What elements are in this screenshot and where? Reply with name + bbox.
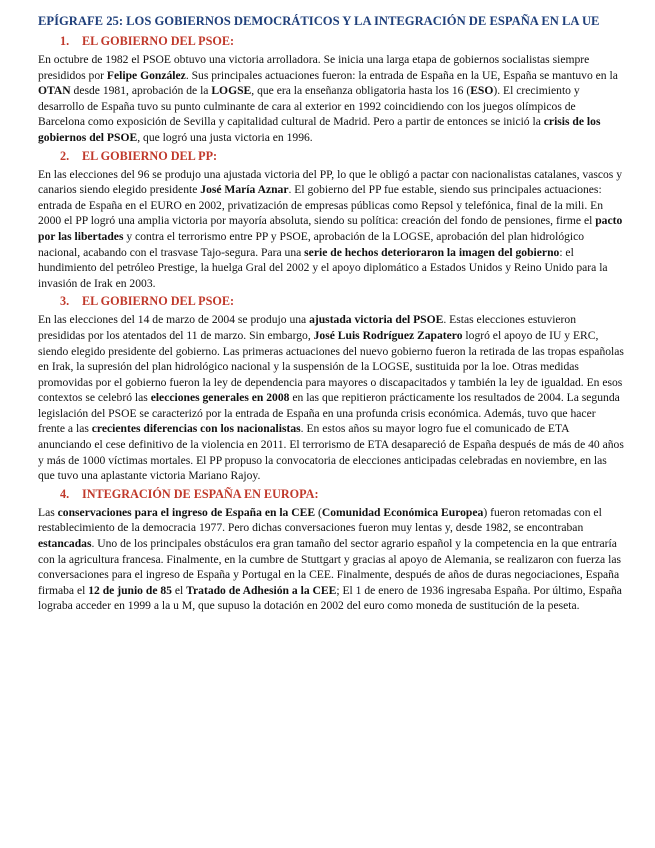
- section-number: 3.: [60, 294, 70, 309]
- emphasis-text: ajustada victoria del PSOE: [309, 313, 444, 327]
- section-1: [38, 33, 625, 146]
- section-paragraph: [38, 312, 625, 484]
- section-4: [38, 486, 625, 614]
- emphasis-text: serie de hechos deterioraron la imagen del gobierno: [304, 245, 560, 259]
- section-heading-text: EL GOBIERNO DEL PSOE:: [82, 294, 235, 309]
- emphasis-text: José María Aznar: [200, 183, 289, 197]
- section-paragraph: [38, 52, 625, 146]
- body-text: en las que repitieron prácticamente los resultados de 2004. La segunda legislación del PSOE se caracterizó por la entrada de España en una profunda crisis económica. Además, tuvo que hacer frente a las: [38, 391, 620, 436]
- section-number: 1.: [60, 34, 70, 48]
- emphasis-text: elecciones generales en 2008: [150, 391, 290, 405]
- body-text: . El gobierno del PP fue estable, siendo sus principales actuaciones: entrada de España en el EURO en 2002, privatización de empresas públicas como Repsol y telefónica, final de la mili. En 2000 el PP logró una amplia victoria por mayoría absoluta, siendo su política: creación del fondo de pensiones, firme el: [38, 183, 604, 228]
- section-heading: [60, 293, 625, 309]
- body-text: . Estas elecciones estuvieron presididas por los atentados del 11 de marzo. Sin embargo,: [38, 313, 577, 342]
- body-text: desde 1981, aprobación de la: [70, 84, 212, 98]
- body-text: logró el apoyo de IU y ERC, siendo elegido presidente del gobierno. Las primeras actuaciones del nuevo gobierno fueron la retirada de las tropas españolas en Irak, la supresión del plan hidrológico nacional y la suspensión de la LOGSE, sustituida por la loe. Otras medidas promovidas por el gobierno fueron la ley de dependencia para mayores o discapacitados y también la ley de igualdad. En esos contextos se celebró las: [38, 328, 624, 405]
- document-title: EPÍGRAFE 25: LOS GOBIERNOS DEMOCRÁTICOS Y LA INTEGRACIÓN DE ESPAÑA EN LA UE: [38, 14, 600, 28]
- emphasis-text: Tratado de Adhesión a la CEE: [186, 583, 337, 597]
- body-text: . Uno de los principales obstáculos era gran tamaño del sector agrario español y la competencia en la que entraría con la agricultura francesa. Finalmente, en la cumbre de Stuttgart y gracias al apoyo de Alemania, se realizaron con fuerza las conversaciones para el ingreso de España y Portugal en la CEE. Finalmente, después de años de duras negociaciones, España firmaba el: [38, 537, 621, 597]
- body-text: ). El crecimiento y desarrollo de España tuvo su punto culminante de cara al exterior en 1992 coincidiendo con los juegos olímpicos de Barcelona como exposición de Sevilla y capitalidad cultural de Madrid. Pero a partir de entonces se inició la: [38, 84, 580, 129]
- body-text: ; El 1 de enero de 1936 ingresaba España. Por último, España lograba acceder en 1999 a la u M, que supuso la dotación en 2002 del euro como moneda de sustitución de la peseta.: [38, 583, 622, 613]
- emphasis-text: conservaciones para el ingreso de España en la CEE: [57, 505, 316, 519]
- emphasis-text: Felipe González: [106, 68, 186, 82]
- body-text: : el hundimiento del petróleo Prestige, la huelga Gral del 2002 y el apoyo diplomático a Estados Unidos y Reino Unido para la invasión de Irak en 2003.: [38, 245, 608, 290]
- body-text: , que era la enseñanza obligatoria hasta los 16 (: [251, 84, 471, 98]
- section-number: 2.: [60, 148, 70, 163]
- body-text: En octubre de 1982 el PSOE obtuvo una victoria arrolladora. Se inicia una larga etapa de gobiernos socialistas siempre presididos por: [38, 53, 590, 82]
- emphasis-text: José Luis Rodríguez Zapatero: [313, 328, 463, 342]
- section-2: [38, 148, 625, 292]
- emphasis-text: crecientes diferencias con los nacionalistas: [91, 422, 301, 436]
- body-text: ) fueron retomadas con el restablecimiento de la democracia 1977. Pero dichas conversaciones fueron muy lentas y, desde 1982, se encontraban: [38, 505, 602, 535]
- body-text: . Sus principales actuaciones fueron: la entrada de España en la UE, España se mantuvo en la: [185, 68, 618, 82]
- emphasis-text: crisis de los gobiernos del PSOE: [38, 115, 601, 144]
- section-3: [38, 293, 625, 484]
- body-text: , que logró una justa victoria en 1996.: [137, 130, 313, 144]
- emphasis-text: pacto por las libertades: [38, 214, 623, 243]
- body-text: (: [315, 505, 322, 519]
- body-text: el: [171, 583, 187, 597]
- section-heading-text: EL GOBIERNO DEL PP:: [82, 148, 218, 163]
- emphasis-text: Comunidad Económica Europea: [321, 505, 484, 519]
- emphasis-text: estancadas: [38, 537, 92, 551]
- section-heading: [60, 486, 625, 502]
- body-text: En las elecciones del 96 se produjo una ajustada victoria del PP, lo que le obligó a pactar con nacionalistas catalanes, vascos y canarios siendo elegido presidente: [38, 167, 623, 197]
- section-paragraph: [38, 505, 625, 614]
- body-text: y contra el terrorismo entre PP y PSOE, aprobación de la LOGSE, aprobación del plan hidrológico nacional, acabando con el trasvase Tajo-segura. Para una: [38, 229, 585, 259]
- section-heading-text: EL GOBIERNO DEL PSOE:: [82, 34, 235, 48]
- body-text: En las elecciones del 14 de marzo de 2004 se produjo una: [38, 313, 310, 327]
- emphasis-text: 12 de junio de 85: [88, 583, 172, 597]
- section-heading: [60, 148, 625, 164]
- section-heading-text: INTEGRACIÓN DE ESPAÑA EN EUROPA:: [82, 486, 319, 501]
- emphasis-text: OTAN: [38, 84, 71, 98]
- body-text: . En estos años su mayor logro fue el comunicado de ETA anunciando el cese definitivo de la violencia en 2011. El terrorismo de ETA desapareció de España después de más de 40 años y más de 1000 víctimas mortales. El PP propuso la convocatoria de elecciones anticipadas celebradas en noviembre, en las que tuvo una aplastante victoria Mariano Rajoy.: [38, 422, 624, 483]
- section-heading: [60, 33, 625, 49]
- body-text: Las: [38, 505, 58, 519]
- emphasis-text: ESO: [470, 84, 494, 98]
- section-paragraph: [38, 167, 625, 292]
- section-number: 4.: [60, 486, 70, 501]
- emphasis-text: LOGSE: [211, 84, 252, 98]
